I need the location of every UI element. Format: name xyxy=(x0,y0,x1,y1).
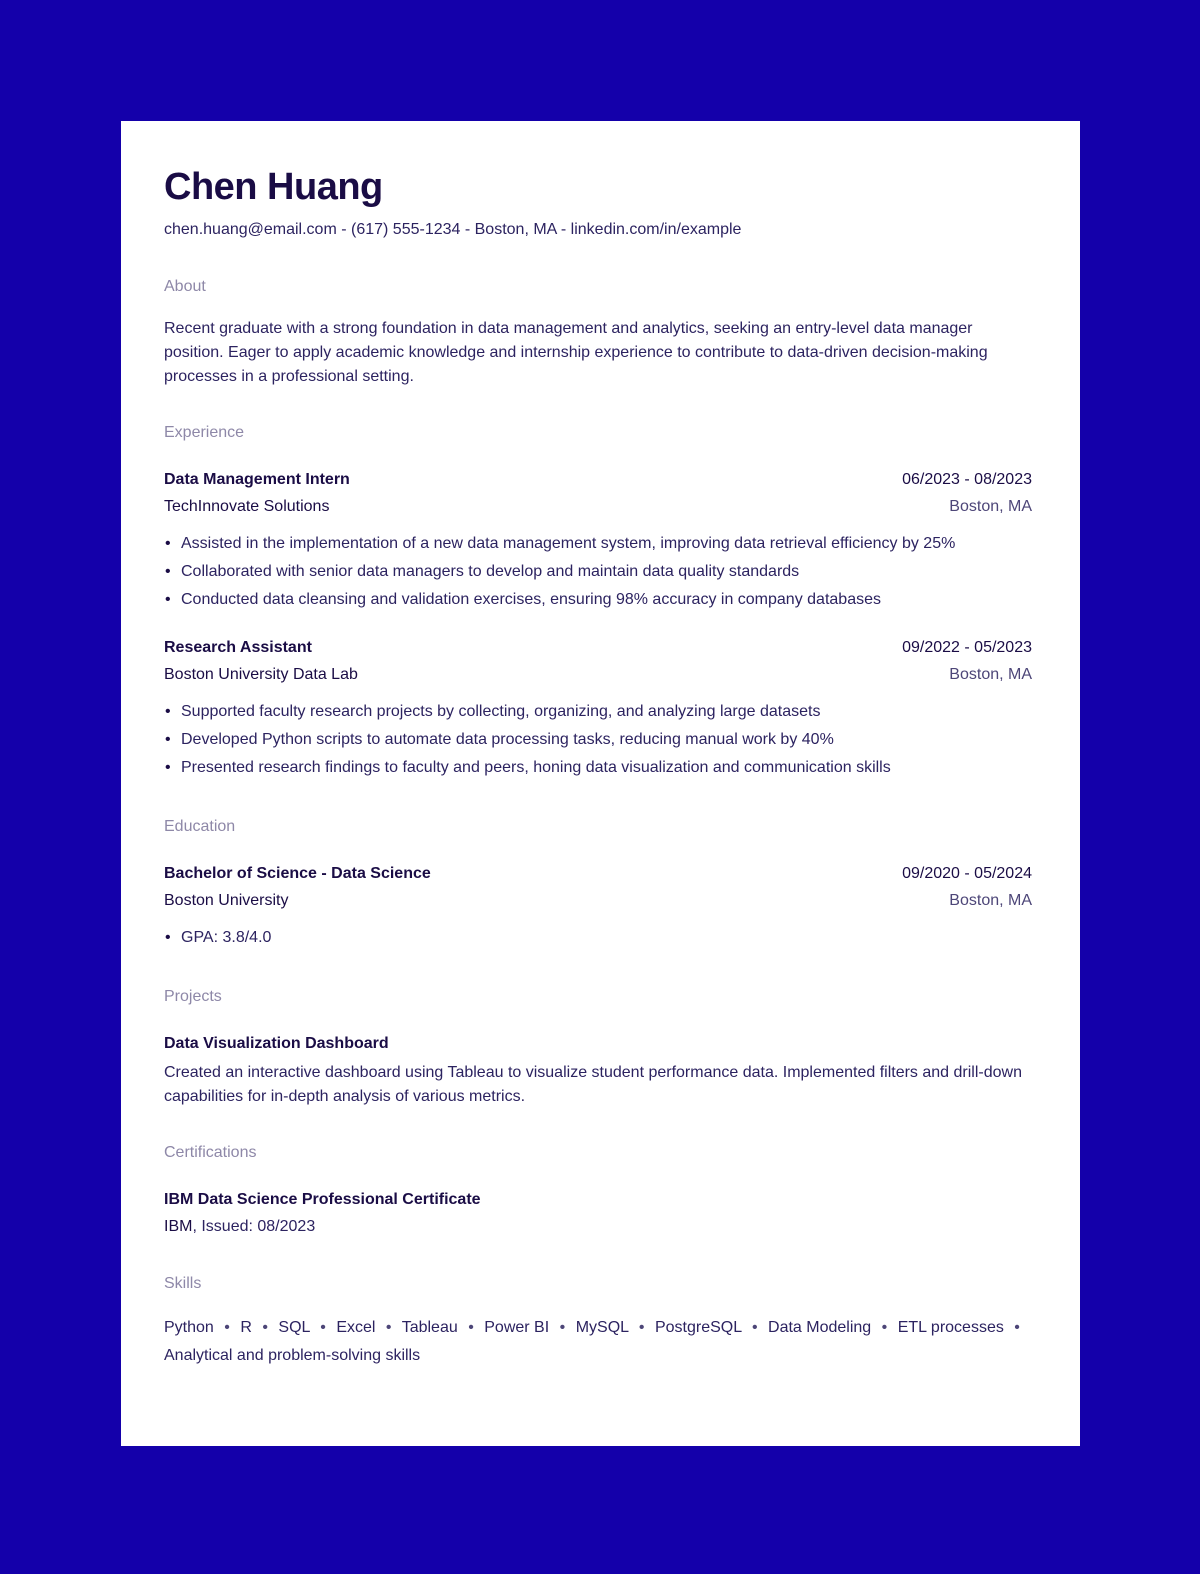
bullet-dot-icon: • xyxy=(165,563,171,580)
education-entry xyxy=(164,863,1032,949)
skill-item: PostgreSQL xyxy=(654,1319,742,1336)
skill-separator-icon: • xyxy=(468,1319,474,1336)
project-description: Created an interactive dashboard using Tableau to visualize student performance data. Implemented filters and drill-down capabilities for in-depth analysis of various metrics. xyxy=(164,1064,1022,1105)
section-title-education: Education xyxy=(164,818,236,835)
section-title-about: About xyxy=(164,278,206,295)
company-name: TechInnovate Solutions xyxy=(164,498,330,515)
contact-line: chen.huang@email.com - (617) 555-1234 - Boston, MA - linkedin.com/in/example xyxy=(164,221,742,238)
skill-item: ETL processes xyxy=(897,1319,1004,1336)
bullet-dot-icon: • xyxy=(165,929,171,946)
education-bullets xyxy=(164,927,1032,949)
skill-item: SQL xyxy=(278,1319,310,1336)
skill-item: Data Modeling xyxy=(768,1319,872,1336)
skill-separator-icon: • xyxy=(881,1319,888,1336)
education-dates: 09/2020 - 05/2024 xyxy=(902,865,1032,882)
skill-separator-icon: • xyxy=(262,1319,268,1336)
bullet-dot-icon: • xyxy=(165,759,171,776)
certification-issuer: IBM xyxy=(164,1218,193,1235)
skill-separator-icon: • xyxy=(559,1319,566,1336)
project-name: Data Visualization Dashboard xyxy=(164,1035,389,1052)
skill-item: Power BI xyxy=(484,1319,550,1336)
bullet-item: • Assisted in the implementation of a new data management system, improving data retrieval efficiency by 25% xyxy=(181,533,1032,555)
skill-separator-icon: • xyxy=(638,1319,645,1336)
skill-item: Tableau xyxy=(401,1319,458,1336)
bullet-item: • Collaborated with senior data managers to develop and maintain data quality standards xyxy=(181,561,1032,583)
bullet-dot-icon: • xyxy=(165,731,171,748)
skill-item: Analytical and problem-solving skills xyxy=(164,1347,421,1364)
degree-name: Bachelor of Science - Data Science xyxy=(164,865,431,882)
job-dates: 06/2023 - 08/2023 xyxy=(902,471,1032,488)
skill-item: Excel xyxy=(336,1319,376,1336)
job-location: Boston, MA xyxy=(949,666,1032,683)
skill-separator-icon: • xyxy=(385,1319,392,1336)
job-location: Boston, MA xyxy=(949,498,1032,515)
resume-page xyxy=(121,121,1080,1446)
bullet-dot-icon: • xyxy=(165,591,171,608)
candidate-name: Chen Huang xyxy=(164,166,383,208)
skill-item: Python xyxy=(164,1319,214,1336)
job-title: Data Management Intern xyxy=(164,471,350,488)
skill-item: R xyxy=(240,1319,252,1336)
school-location: Boston, MA xyxy=(949,892,1032,909)
bullet-item: • Presented research findings to faculty and peers, honing data visualization and communication skills xyxy=(181,757,1032,779)
bullet-item: • Developed Python scripts to automate data processing tasks, reducing manual work by 40% xyxy=(181,729,1032,751)
experience-entry xyxy=(164,469,1032,611)
experience-entry xyxy=(164,637,1032,779)
certification-issuer-line xyxy=(164,1216,1032,1238)
job-bullets xyxy=(164,701,1032,779)
bullet-item: • Conducted data cleansing and validation exercises, ensuring 98% accuracy in company databases xyxy=(181,589,1032,611)
skill-separator-icon: • xyxy=(1014,1319,1020,1336)
section-title-skills: Skills xyxy=(164,1275,202,1292)
job-title: Research Assistant xyxy=(164,639,312,656)
certification-issued-date: , Issued: 08/2023 xyxy=(192,1218,316,1235)
school-name: Boston University xyxy=(164,892,289,909)
about-text: Recent graduate with a strong foundation in data management and analytics, seeking an entry-level data manager position. Eager to apply academic knowledge and internship experience to contribute to data-driven decision-making processes in a professional setting. xyxy=(164,320,988,385)
job-dates: 09/2022 - 05/2023 xyxy=(902,639,1032,656)
bullet-item: • Supported faculty research projects by collecting, organizing, and analyzing large datasets xyxy=(181,701,1032,723)
skill-separator-icon: • xyxy=(224,1319,230,1336)
skill-separator-icon: • xyxy=(751,1319,758,1336)
skill-separator-icon: • xyxy=(320,1319,326,1336)
skill-item: MySQL xyxy=(575,1319,629,1336)
job-bullets xyxy=(164,533,1032,611)
bullet-dot-icon: • xyxy=(165,535,171,552)
bullet-item: • GPA: 3.8/4.0 xyxy=(181,927,1032,949)
bullet-dot-icon: • xyxy=(165,703,171,720)
section-title-certifications: Certifications xyxy=(164,1144,257,1161)
section-title-experience: Experience xyxy=(164,424,245,441)
skills-list xyxy=(164,1314,1032,1370)
certification-name: IBM Data Science Professional Certificate xyxy=(164,1191,481,1208)
company-name: Boston University Data Lab xyxy=(164,666,358,683)
section-title-projects: Projects xyxy=(164,988,222,1005)
